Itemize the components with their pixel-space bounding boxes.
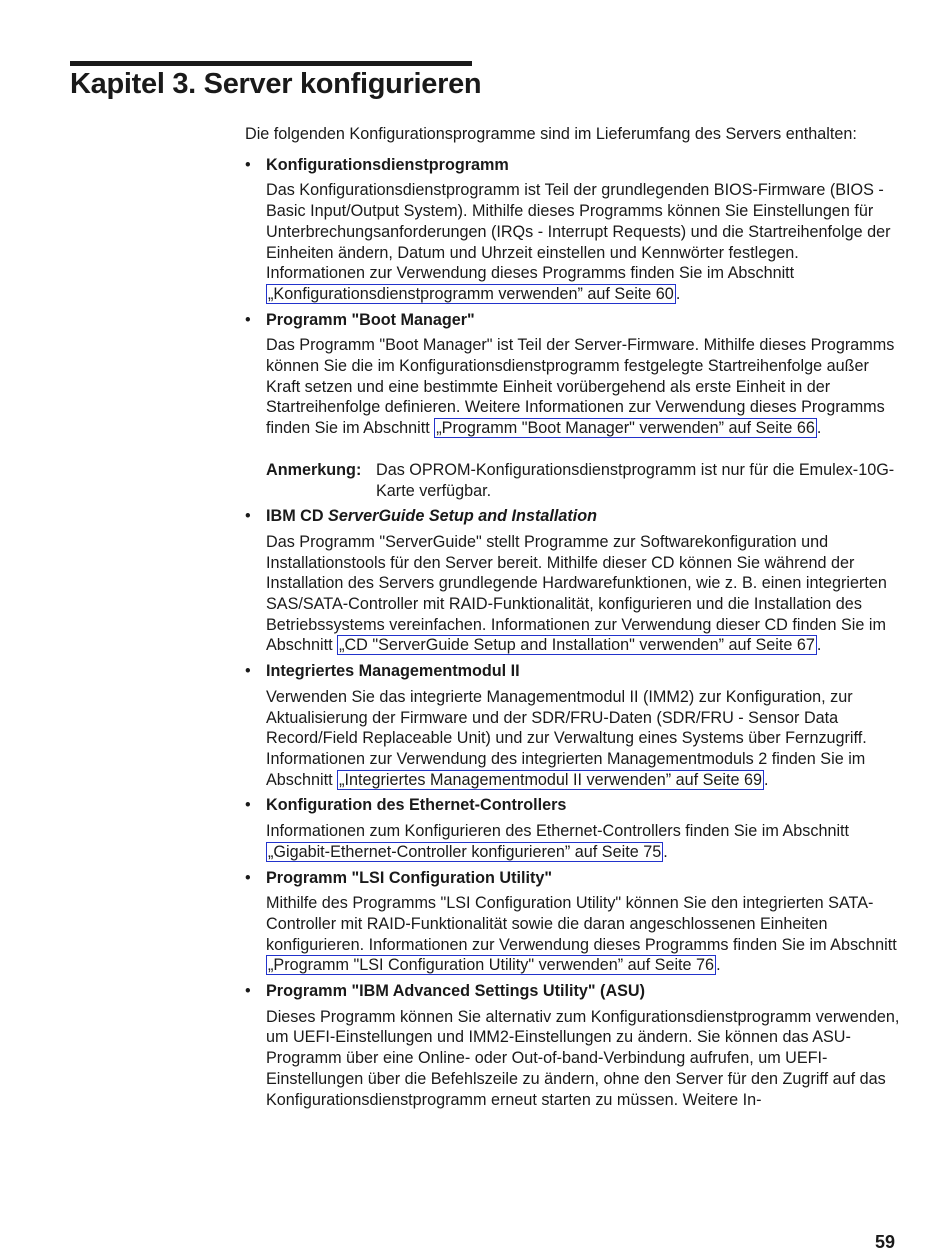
list-item-imm2 [245,661,900,790]
bullet-icon: • [245,662,251,681]
item-text: Das Programm "ServerGuide" stellt Programme zur Softwarekonfiguration und Installationstools für den Server bereit. Mithilfe dieser CD können Sie während der Installation des Servers grundlegende Hardwarefunktionen, wie z. B. einen integrierten SAS/SATA-Controller mit RAID-Funktionalität, konfigurieren und die Installation des Betriebssystems vereinfachen. Informationen zur Verwendung dieser CD finden Sie im Abschnitt [266,532,887,655]
item-title [266,506,900,527]
item-title: Programm "Boot Manager" [266,310,475,329]
list-item-boot-manager [245,310,900,502]
item-body [266,893,900,976]
page-number: 59 [874,1232,895,1252]
item-body [266,532,900,656]
item-text-end: . [663,842,668,861]
chapter-title: Kapitel 3. Server konfigurieren [70,68,482,100]
item-body [266,687,900,791]
item-text-end: . [764,770,769,789]
cross-reference-link[interactable]: „Konfigurationsdienstprogramm verwenden” auf Seite 60 [268,284,674,303]
item-text: Mithilfe des Programms "LSI Configuration Utility" können Sie den integrierten SATA-Controller mit RAID-Funktionalität sowie die daran angeschlossenen Einheiten konfigurieren. Informationen zur Verwendung dieses Programms finden Sie im Abschnitt [266,894,897,954]
bullet-icon: • [245,507,251,526]
item-text-end: . [816,636,822,655]
item-text-end: . [675,284,681,303]
note-label: Anmerkung: [266,460,362,479]
bullet-icon: • [245,155,251,174]
cross-reference-link[interactable]: „Programm "Boot Manager" verwenden” auf Seite 66 [436,419,815,438]
note-text: Das OPROM-Konfigurationsdienstprogramm ist nur für die Emulex-10G-Karte verfügbar. [376,460,895,500]
item-title: Konfigurationsdienstprogramm [266,155,509,174]
list-item-config-utility [245,155,900,305]
item-text: Verwenden Sie das integrierte Managementmodul II (IMM2) zur Konfiguration, zur Aktualisierung der Firmware und der SDR/FRU-Daten (SDR/FRU - Sensor Data Record/Field Replaceable Unit) und zur Verwaltung eines Systems über Fernzugriff. Informationen zur Verwendung des integrierten Managementmoduls 2 finden Sie im Abschnitt [266,687,867,789]
item-body [266,821,900,862]
item-title: Integriertes Managementmodul II [266,662,520,681]
bullet-icon: • [245,982,251,1001]
item-body: Dieses Programm können Sie alternativ zum Konfigurationsdienstprogramm verwenden, um UEFI-Einstellungen und IMM2-Einstellungen zu ändern. Sie können das ASU-Programm über eine Online- oder Out-of-band-Verbindung aufrufen, um UEFI-Einstellungen über die Befehlszeile zu ändern, ohne den Server für den Zugriff auf das Konfigurationsdienstprogramm erneut starten zu müssen. Weitere In- [266,1007,900,1109]
list-item-asu [245,981,900,1110]
cross-reference-link[interactable]: „CD "ServerGuide Setup and Installation" verwenden” auf Seite 67 [339,636,815,655]
cross-reference-link[interactable]: „Gigabit-Ethernet-Controller konfigurieren” auf Seite 75 [268,842,662,861]
item-body [266,180,900,304]
main-content [245,124,900,1115]
item-text: Informationen zum Konfigurieren des Ethernet-Controllers finden Sie im Abschnitt [266,822,850,841]
bullet-icon: • [245,796,251,815]
note-block [266,460,900,501]
list-item-serverguide [245,506,900,656]
list-item-ethernet [245,795,900,862]
item-body [266,335,900,439]
item-text: Das Programm "Boot Manager" ist Teil der Server-Firmware. Mithilfe dieses Programms können Sie die im Konfigurationsdienstprogramm festgelegte Startreihenfolge außer Kraft setzen und eine bestimmte Einheit vorübergehend als erste Einheit in der Startreihenfolge definieren. Weitere Informationen zur Verwendung dieses Programms finden Sie im Abschnitt [266,336,895,438]
item-title-emphasis: ServerGuide Setup and Installation [328,507,597,526]
item-title: Programm "LSI Configuration Utility" [266,868,553,887]
item-title: Programm "IBM Advanced Settings Utility" (ASU) [266,982,646,1001]
cross-reference-link[interactable]: „Integriertes Managementmodul II verwenden” auf Seite 69 [339,770,763,789]
program-list [245,155,900,1111]
item-text-end: . [716,956,721,975]
item-text-end: . [816,419,822,438]
item-title: Konfiguration des Ethernet-Controllers [266,796,567,815]
intro-text: Die folgenden Konfigurationsprogramme sind im Lieferumfang des Servers enthalten: [245,125,857,143]
list-item-lsi [245,868,900,977]
bullet-icon: • [245,868,251,887]
item-text: Das Konfigurationsdienstprogramm ist Teil der grundlegenden BIOS-Firmware (BIOS - Basic Input/Output System). Mithilfe dieses Programms können Sie Einstellungen für Unterbrechungsanforderungen (IRQs - Interrupt Requests) und die Startreihenfolge der Einheiten ändern, Datum und Uhrzeit einstellen und Kennwörter festlegen. Informationen zur Verwendung dieses Programms finden Sie im Abschnitt [266,181,891,283]
cross-reference-link[interactable]: „Programm "LSI Configuration Utility" verwenden” auf Seite 76 [268,956,715,975]
bullet-icon: • [245,310,251,329]
item-title-prefix: IBM CD [266,507,329,526]
